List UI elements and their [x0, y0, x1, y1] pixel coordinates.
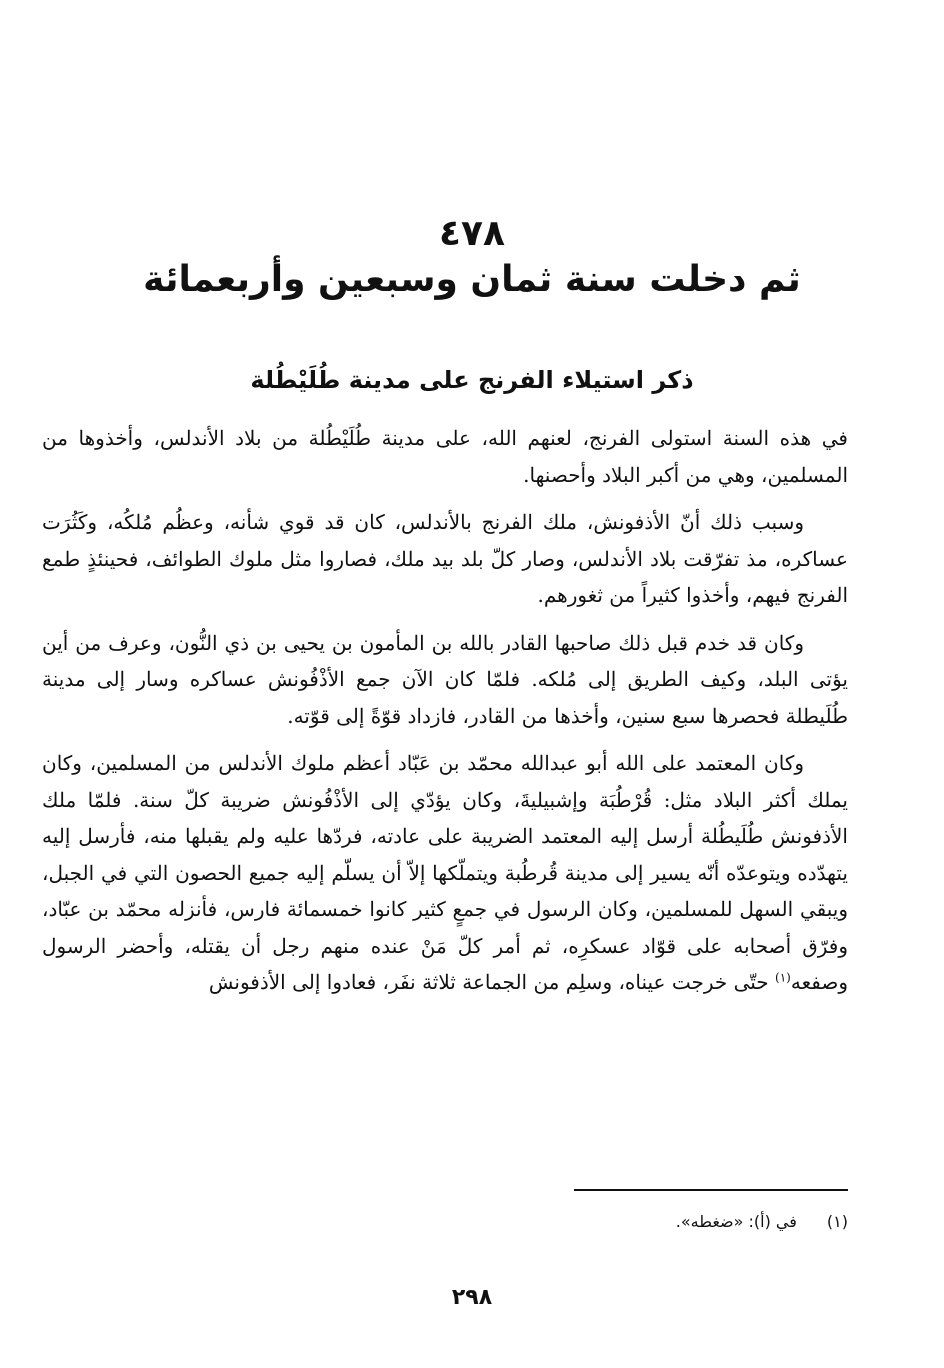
body-text [42, 420, 848, 1012]
paragraph-2: وسبب ذلك أنّ الأذفونش، ملك الفرنج بالأندلس، كان قد قوي شأنه، وعظُم مُلكُه، وكَثُرَت عساكره، مذ تفرّقت بلاد الأندلس، وصار كلّ بلد بيد ملك، فصاروا مثل ملوك الطوائف، فحينئذٍ طمع الفرنج فيهم، وأخذوا كثيراً من ثغورهم. [42, 510, 848, 607]
paragraph-4-continuation: حتّى خرجت عيناه، وسلِم من الجماعة ثلاثة نفَر، فعادوا إلى الأذفونش [208, 970, 769, 994]
footnote-divider [574, 1189, 848, 1191]
paragraph-4-text: وكان المعتمد على الله أبو عبدالله محمّد بن عَبّاد أعظم ملوك الأندلس من المسلمين، وكان يملك أكثر البلاد مثل: قُرْطُبَة وإشبيليةَ، وكان يؤدّي إلى الأذْفُونش ضريبة كلّ سنة. فلمّا ملك الأذفونش طُلَيطُلة أرسل إليه المعتمد الضريبة على عادته، فردّها عليه ولم يقبلها منه، فأرسل إليه يتهدّده ويتوعدّه أنّه يسير إلى مدينة قُرطُبة ويتملّكها إلاّ أن يسلّم إليه جميع الحصون التي في الجبل، ويبقي السهل للمسلمين، وكان الرسول في جمعٍ كثير كانوا خمسمائة فارس، فأنزله محمّد بن عبّاد، وفرّق أصحابه على قوّاد عسكرِه، ثم أمر كلّ مَنْ عنده منهم رجل أن يقتله، وأحضر الرسول وصفعه [42, 751, 848, 994]
section-heading: ذكر استيلاء الفرنج على مدينة طُلَيْطُلة [250, 366, 694, 394]
year-number: ٤٧٨ [439, 213, 505, 254]
year-title: ثم دخلت سنة ثمان وسبعين وأربعمائة [143, 259, 801, 300]
paragraph-4 [42, 745, 848, 1001]
footnote [248, 1208, 848, 1236]
paragraph-3: وكان قد خدم قبل ذلك صاحبها القادر بالله بن المأمون بن يحيى بن ذي النُّون، وعرف من أين يؤتى البلد، وكيف الطريق إلى مُلكه. فلمّا كان الآن جمع الأذْفُونش عساكره وسار إلى مدينة طُلَيطلة فحصرها سبع سنين، وأخذها من القادر، فازداد قوّةً إلى قوّته. [42, 630, 848, 728]
footnote-marker: (١) [826, 1212, 848, 1231]
paragraph-1: في هذه السنة استولى الفرنج، لعنهم الله، على مدينة طُلَيْطُلة من بلاد الأندلس، وأخذوها من المسلمين، وهي من أكبر البلاد وأحصنها. [42, 426, 848, 487]
page-number: ٢٩٨ [451, 1285, 493, 1310]
footnote-reference[interactable]: (١) [775, 970, 791, 985]
footnote-text: في (أ): «ضغطه». [675, 1212, 797, 1231]
